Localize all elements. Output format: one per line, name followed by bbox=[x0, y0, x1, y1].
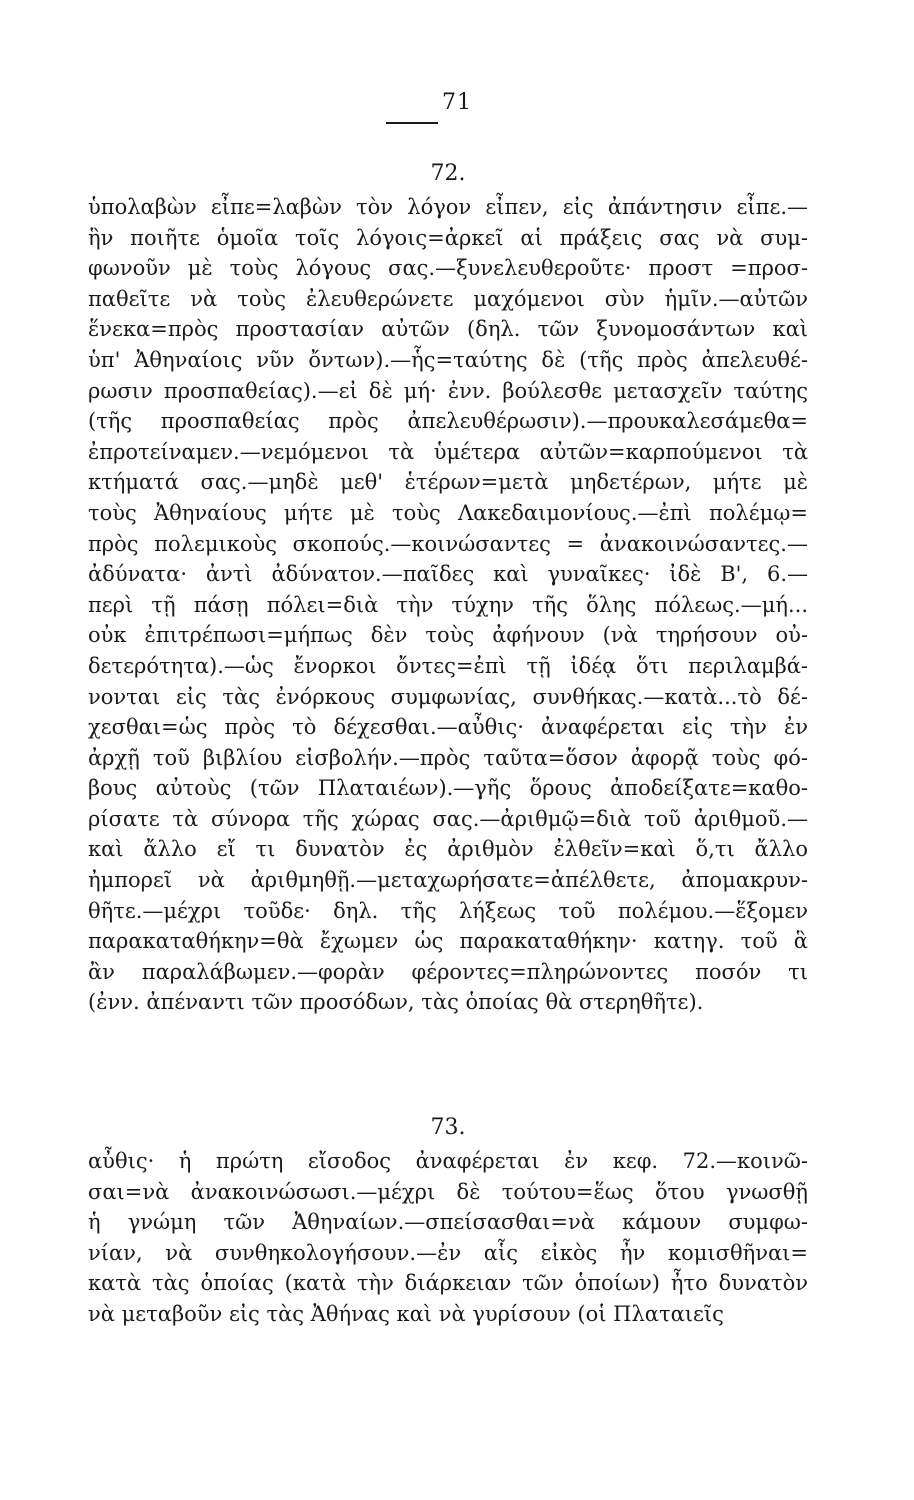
text-line: βους αὐτοὺς (τῶν Πλαταιέων).—γῆς ὅρους ἀποδείξατε=καθο- bbox=[88, 776, 808, 801]
text-line: ἀρχῇ τοῦ βιβλίου εἰσβολήν.—πρὸς ταῦτα=ὅσον ἀφορᾷ τοὺς φό- bbox=[88, 745, 808, 770]
section-number: 72. bbox=[430, 161, 466, 186]
section-73 bbox=[88, 1112, 808, 1330]
text-line: καὶ ἄλλο εἴ τι δυνατὸν ἐς ἀριθμὸν ἐλθεῖν=καὶ ὅ,τι ἄλλο bbox=[88, 837, 808, 862]
text-line: φωνοῦν μὲ τοὺς λόγους σας.—ξυνελευθεροῦτε· προστ =προσ- bbox=[88, 256, 808, 281]
text-line: οὐκ ἐπιτρέπωσι=μήπως δὲν τοὺς ἀφήνουν (νὰ τηρήσουν οὐ- bbox=[88, 623, 808, 648]
text-line: ἣν ποιῆτε ὁμοῖα τοῖς λόγοις=ἀρκεῖ αἱ πράξεις σας νὰ συμ- bbox=[88, 225, 808, 250]
text-line: τοὺς Ἀθηναίους μήτε μὲ τοὺς Λακεδαιμονίους.—ἐπὶ πολέμῳ= bbox=[88, 500, 808, 525]
text-line: κτήματά σας.—μηδὲ μεθ' ἑτέρων=μετὰ μηδετέρων, μήτε μὲ bbox=[88, 470, 808, 495]
text-line: ἀδύνατα· ἀντὶ ἀδύνατον.—παῖδες καὶ γυναῖκες· ἰδὲ Β', 6.— bbox=[88, 562, 808, 587]
text-line: περὶ τῇ πάσῃ πόλει=διὰ τὴν τύχην τῆς ὅλης πόλεως.—μή... bbox=[88, 592, 808, 617]
text-line: κατὰ τὰς ὁποίας (κατὰ τὴν διάρκειαν τῶν ὁποίων) ἦτο δυνατὸν bbox=[88, 1271, 808, 1296]
text-line: χεσθαι=ὡς πρὸς τὸ δέχεσθαι.—αὖθις· ἀναφέρεται εἰς τὴν ἐν bbox=[88, 715, 808, 740]
text-line: ἕνεκα=πρὸς προστασίαν αὐτῶν (δηλ. τῶν ξυνομοσάντων καὶ bbox=[88, 317, 808, 342]
page-number: 71 bbox=[442, 90, 472, 115]
text-line: ἐπροτείναμεν.—νεμόμενοι τὰ ὑμέτερα αὐτῶν=καρπούμενοι τὰ bbox=[88, 439, 808, 464]
text-line: σαι=νὰ ἀνακοινώσωσι.—μέχρι δὲ τούτου=ἕως ὅτου γνωσθῇ bbox=[88, 1179, 808, 1204]
text-line: νονται εἰς τὰς ἐνόρκους συμφωνίας, συνθήκας.—κατὰ...τὸ δέ- bbox=[88, 684, 808, 709]
text-line: αὖθις· ἡ πρώτη εἴσοδος ἀναφέρεται ἐν κεφ. 72.—κοινῶ- bbox=[88, 1149, 808, 1173]
section-text bbox=[88, 192, 808, 1018]
text-line: παθεῖτε νὰ τοὺς ἐλευθερώνετε μαχόμενοι σὺν ἡμῖν.—αὐτῶν bbox=[88, 286, 808, 311]
text-line: (τῆς προσπαθείας πρὸς ἀπελευθέρωσιν).—προυκαλεσάμεθα= bbox=[88, 409, 808, 434]
text-line: ρίσατε τὰ σύνορα τῆς χώρας σας.—ἀριθμῷ=διὰ τοῦ ἀριθμοῦ.— bbox=[88, 806, 808, 831]
section-72 bbox=[88, 158, 808, 1018]
text-line: ρωσιν προσπαθείας).—εἰ δὲ μή· ἐνν. βούλεσθε μετασχεῖν ταύτης bbox=[88, 378, 808, 403]
text-line: ἂν παραλάβωμεν.—φορὰν φέροντες=πληρώνοντες ποσόν τι bbox=[88, 959, 808, 984]
text-line: πρὸς πολεμικοὺς σκοπούς.—κοινώσαντες = ἀνακοινώσαντες.— bbox=[88, 531, 808, 556]
text-line: ὑπ' Ἀθηναίοις νῦν ὄντων).—ἧς=ταύτης δὲ (τῆς πρὸς ἀπελευθέ- bbox=[88, 347, 808, 372]
text-line: θῆτε.—μέχρι τοῦδε· δηλ. τῆς λήξεως τοῦ πολέμου.—ἕξομεν bbox=[88, 898, 808, 923]
text-line: ὑπολαβὼν εἶπε=λαβὼν τὸν λόγον εἶπεν, εἰς ἀπάντησιν εἶπε.— bbox=[88, 195, 808, 219]
text-line: ἡ γνώμη τῶν Ἀθηναίων.—σπείσασθαι=νὰ κάμουν συμφω- bbox=[88, 1210, 808, 1235]
section-number: 73. bbox=[430, 1115, 466, 1140]
text-line: νὰ μεταβοῦν εἰς τὰς Ἀθήνας καὶ νὰ γυρίσουν (οἱ Πλαταιεῖς bbox=[88, 1301, 724, 1326]
text-line: ἠμπορεῖ νὰ ἀριθμηθῇ.—μεταχωρήσατε=ἀπέλθετε, ἀπομακρυν- bbox=[88, 868, 808, 893]
text-line: νίαν, νὰ συνθηκολογήσουν.—ἐν αἷς εἰκὸς ἦν κομισθῆναι= bbox=[88, 1240, 808, 1265]
text-line: (ἐνν. ἀπέναντι τῶν προσόδων, τὰς ὁποίας θὰ στερηθῆτε). bbox=[88, 990, 704, 1015]
page-number-underline bbox=[386, 122, 438, 124]
section-text bbox=[88, 1146, 808, 1330]
text-line: παρακαταθήκην=θὰ ἔχωμεν ὡς παρακαταθήκην· κατηγ. τοῦ ἃ bbox=[88, 929, 808, 954]
text-line: δετερότητα).—ὡς ἔνορκοι ὄντες=ἐπὶ τῇ ἰδέᾳ ὅτι περιλαμβά- bbox=[88, 653, 808, 678]
